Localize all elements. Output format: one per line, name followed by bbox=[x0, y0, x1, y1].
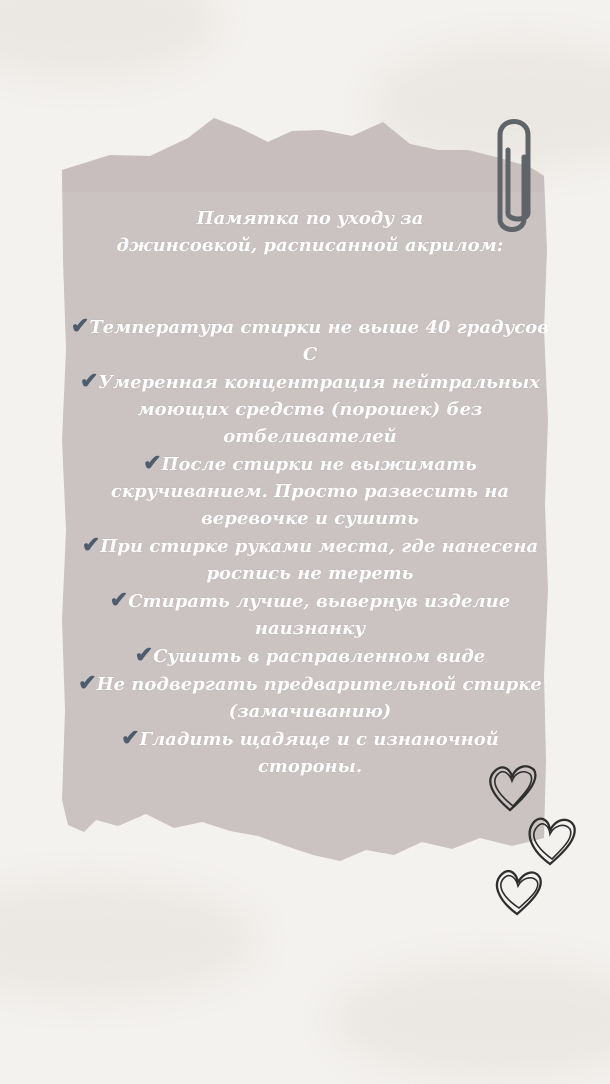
care-item-line bbox=[70, 341, 550, 368]
care-item-line bbox=[70, 615, 550, 642]
care-list bbox=[70, 313, 550, 780]
care-item-text: скручиванием. Просто развесить на bbox=[110, 481, 510, 502]
care-item-text: Умеренная концентрация нейтральных bbox=[98, 372, 541, 393]
hearts-icon bbox=[482, 760, 582, 920]
care-item-text: веревочке и сушить bbox=[200, 508, 420, 529]
care-item-line bbox=[70, 396, 550, 423]
care-item-text: Сушить в расправленном виде bbox=[153, 646, 486, 667]
checkmark-icon: ✔ bbox=[81, 532, 101, 558]
care-item-line bbox=[70, 587, 550, 615]
care-item-line bbox=[70, 313, 550, 341]
checkmark-icon: ✔ bbox=[70, 313, 90, 339]
care-item-line bbox=[70, 478, 550, 505]
care-item-text: Не подвергать предварительной стирке bbox=[96, 674, 542, 695]
checkmark-icon: ✔ bbox=[78, 670, 97, 696]
care-item-line bbox=[70, 725, 550, 753]
care-item-line bbox=[70, 423, 550, 450]
care-item-text: отбеливателей bbox=[223, 426, 397, 447]
care-item-line bbox=[70, 532, 550, 560]
care-item-text: моющих средств (порошек) без bbox=[137, 399, 483, 420]
care-item-line bbox=[70, 753, 550, 780]
care-item-line bbox=[70, 642, 550, 670]
checkmark-icon: ✔ bbox=[134, 642, 154, 668]
checkmark-icon: ✔ bbox=[121, 725, 140, 751]
care-item-text: С bbox=[302, 344, 318, 365]
care-item-text: (замачиванию) bbox=[228, 701, 392, 722]
checkmark-icon: ✔ bbox=[143, 450, 162, 476]
care-item-line bbox=[70, 698, 550, 725]
care-item-line bbox=[70, 368, 550, 396]
care-item-text: наизнанку bbox=[254, 618, 366, 639]
care-item-line bbox=[70, 450, 550, 478]
care-item-text: роспись не тереть bbox=[206, 563, 414, 584]
title-line-1: Памятка по уходу за bbox=[196, 208, 424, 229]
care-instructions bbox=[70, 205, 550, 780]
care-item-text: При стирке руками места, где нанесена bbox=[100, 536, 539, 557]
care-item-text: Гладить щадяще и с изнаночной bbox=[139, 729, 499, 750]
care-item-text: Температура стирки не выше 40 градусов bbox=[89, 317, 550, 338]
care-item-line bbox=[70, 560, 550, 587]
spacer bbox=[70, 259, 550, 313]
paper-torn-edge bbox=[62, 118, 544, 192]
checkmark-icon: ✔ bbox=[79, 368, 99, 394]
title-line-2: джинсовкой, расписанной акрилом: bbox=[116, 235, 504, 256]
care-item-text: стороны. bbox=[257, 756, 363, 777]
care-item-text: Стирать лучше, вывернув изделие bbox=[128, 591, 511, 612]
care-item-line bbox=[70, 505, 550, 532]
care-item-text: После стирки не выжимать bbox=[161, 454, 477, 475]
care-item-line bbox=[70, 670, 550, 698]
checkmark-icon: ✔ bbox=[109, 587, 129, 613]
